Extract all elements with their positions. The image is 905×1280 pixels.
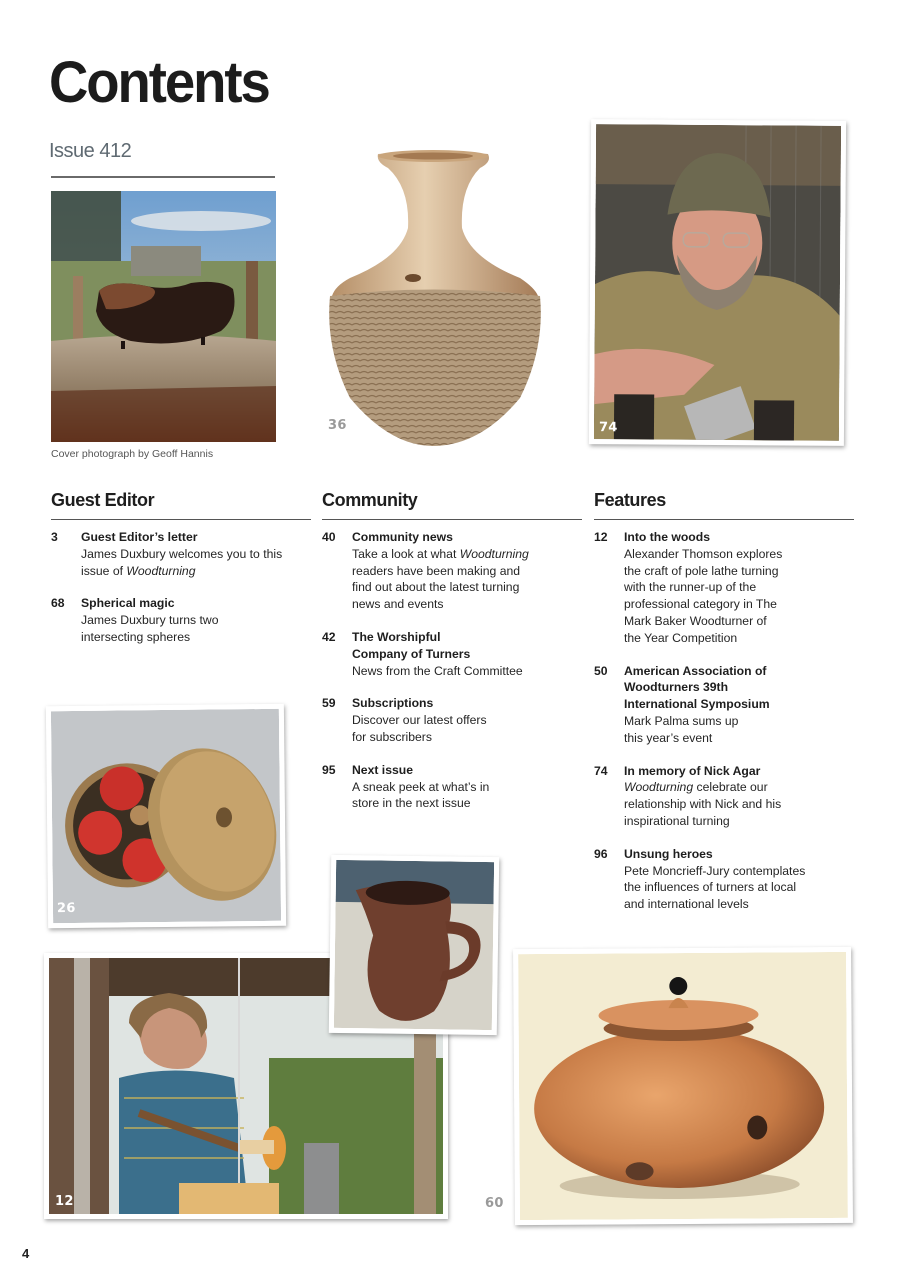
entry-page: 96 [594, 846, 608, 861]
entry-page: 59 [322, 696, 336, 711]
section-heading: Guest Editor [51, 490, 311, 520]
portrait-photo [589, 119, 846, 446]
entry-title: Subscriptions [352, 696, 434, 711]
toc-entry[interactable] [322, 695, 582, 745]
entry-description: News from the Craft Committee [352, 663, 523, 678]
entry-page: 50 [594, 663, 608, 678]
section-heading: Community [322, 490, 582, 520]
entry-page: 95 [322, 762, 336, 777]
ladybird-box-photo [46, 704, 286, 928]
entry-description: Woodturning celebrate our relationship with Nick and his inspirational turning [624, 780, 782, 828]
entry-title: Community news [352, 530, 453, 544]
entry-title: The Worshipful Company of Turners [352, 629, 471, 661]
entry-title: Unsung heroes [624, 846, 713, 861]
issue-divider [51, 176, 275, 178]
toc-entry[interactable] [51, 529, 311, 579]
entry-title: Spherical magic [81, 596, 175, 611]
entry-title: Into the woods [624, 530, 710, 544]
entry-description: Discover our latest offers for subscribers [352, 713, 487, 744]
photo-page-number: 36 [328, 418, 347, 433]
entry-title: Next issue [352, 762, 413, 777]
entry-description: James Duxbury welcomes you to this issue of Woodturning [81, 546, 283, 578]
issue-number: Issue 412 [49, 140, 132, 162]
entry-description: Take a look at what Woodturning readers have been making and find out about the latest turning news and events [352, 546, 529, 612]
toc-entry[interactable] [322, 629, 582, 679]
photo-page-number: 60 [485, 1196, 504, 1211]
entry-description: Mark Palma sums up this year’s event [624, 713, 739, 745]
section-features [594, 490, 854, 929]
section-guest-editor [51, 490, 311, 662]
entry-title: American Association of Woodturners 39th International Symposium [624, 663, 770, 712]
toc-entry[interactable] [594, 763, 854, 830]
section-heading: Features [594, 490, 854, 520]
entry-description: James Duxbury turns two intersecting spheres [81, 613, 219, 644]
cover-caption: Cover photograph by Geoff Hannis [51, 448, 214, 460]
toc-entry[interactable] [594, 846, 854, 913]
cover-photo [51, 191, 276, 442]
toc-entry[interactable] [594, 663, 854, 747]
entry-page: 74 [594, 763, 608, 778]
toc-entry[interactable] [51, 595, 311, 645]
lidded-pot-photo [513, 947, 853, 1225]
toc-entry[interactable] [322, 762, 582, 812]
page-folio: 4 [22, 1246, 30, 1261]
entry-title: In memory of Nick Agar [624, 763, 761, 778]
rope-vase-photo [320, 148, 550, 448]
entry-page: 3 [51, 530, 58, 544]
entry-page: 68 [51, 596, 65, 611]
entry-page: 40 [322, 530, 336, 544]
entry-description: Pete Moncrieff-Jury contemplates the influences of turners at local and international levels [624, 863, 806, 912]
toc-entry[interactable] [322, 529, 582, 613]
section-community [322, 490, 582, 828]
entry-description: Alexander Thomson explores the craft of pole lathe turning with the runner-up of the professional category in The Mark Baker Woodturner of the Year Competition [624, 546, 783, 645]
page-title: Contents [49, 50, 269, 115]
entry-title: Guest Editor’s letter [81, 530, 198, 544]
jug-photo [329, 855, 499, 1035]
photo-page-number: 74 [598, 420, 618, 436]
photo-page-number: 12 [55, 1194, 74, 1209]
toc-entry[interactable] [594, 529, 854, 647]
entry-description: A sneak peek at what’s in store in the next issue [352, 779, 490, 811]
photo-page-number: 26 [56, 900, 76, 917]
entry-page: 12 [594, 530, 608, 544]
entry-page: 42 [322, 629, 336, 644]
